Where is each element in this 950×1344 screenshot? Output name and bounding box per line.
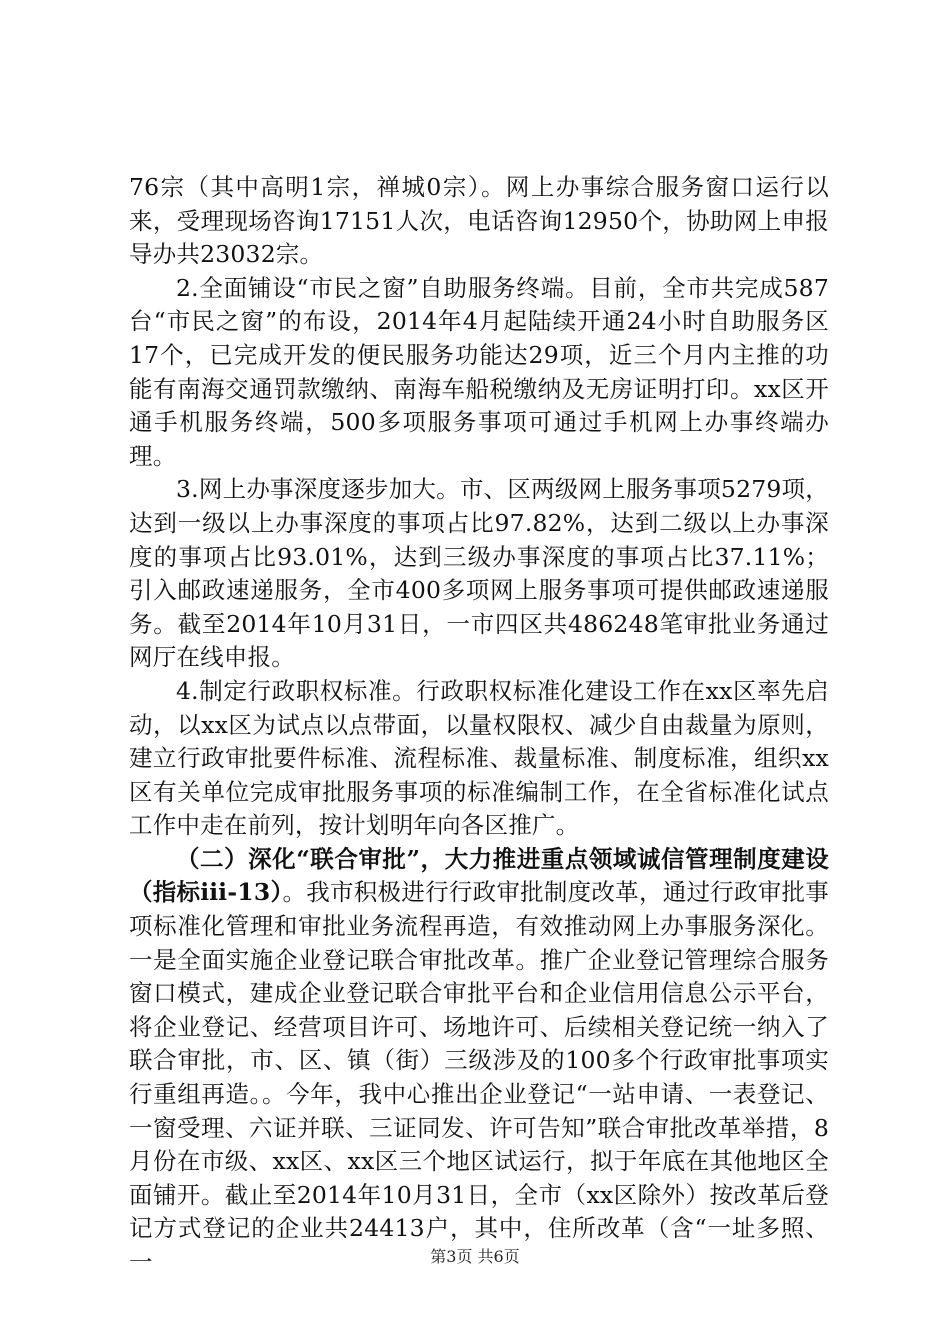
page-number: 第3页 共6页 <box>430 1247 520 1266</box>
paragraph-item-2: 2.全面铺设“市民之窗”自助服务终端。目前，全市共完成587台“市民之窗”的布设，2014年4月起陆续开通24小时自助服务区17个，已完成开发的便民服务功能达29项，近三个月内主推的功能有南海交通罚款缴纳、南海车船税缴纳及无房证明打印。xx区开通手机服务终端，500多项服务事项可通过手机网上办事终端办理。 <box>129 273 829 470</box>
paragraph-item-4: 4.制定行政职权标准。行政职权标准化建设工作在xx区率先启动，以xx区为试点以点带面，以量权限权、减少自由裁量为原则，建立行政审批要件标准、流程标准、裁量标准、制度标准，组织xx区有关单位完成审批服务事项的标准编制工作，在全省标准化试点工作中走在前列，按计划明年向各区推广。 <box>129 676 829 840</box>
paragraph-section-2 <box>129 843 829 1280</box>
section-body-text: 。我市积极进行行政审批制度改革，通过行政审批事项标准化管理和审批业务流程再造，有效推动网上办事服务深化。一是全面实施企业登记联合审批改革。推广企业登记管理综合服务窗口模式，建成企业登记联合审批平台和企业信用信息公示平台，将企业登记、经营项目许可、场地许可、后续相关登记统一纳入了联合审批，市、区、镇（街）三级涉及的100多个行政审批事项实行重组再造。。今年，我中心推出企业登记“一站申请、一表登记、一窗受理、六证并联、三证同发、许可告知”联合审批改革举措，8月份在市级、xx区、xx区三个地区试运行，拟于年底在其他地区全面铺开。截止至2014年10月31日，全市（xx区除外）按改革后登记方式登记的企业共24413户，其中，住所改革（含“一址多照、一 <box>129 878 829 1276</box>
paragraph-item-3: 3.网上办事深度逐步加大。市、区两级网上服务事项5279项，达到一级以上办事深度的事项占比97.82%，达到二级以上办事深度的事项占比93.01%，达到三级办事深度的事项占比37.11%；引入邮政速递服务，全市400多项网上服务事项可提供邮政速递服务。截至2014年10月31日，一市四区共486248笔审批业务通过网厅在线申报。 <box>129 475 829 672</box>
section-heading: （二）深化“联合审批”，大力推进重点领域诚信管理制度建设（指标ⅲ-13） <box>129 844 829 907</box>
document-body <box>129 171 829 1280</box>
paragraph-continuation: 76宗（其中高明1宗，禅城0宗）。网上办事综合服务窗口运行以来，受理现场咨询17151人次，电话咨询12950个，协助网上申报导办共23032宗。 <box>129 173 829 269</box>
page-footer <box>0 1244 950 1267</box>
